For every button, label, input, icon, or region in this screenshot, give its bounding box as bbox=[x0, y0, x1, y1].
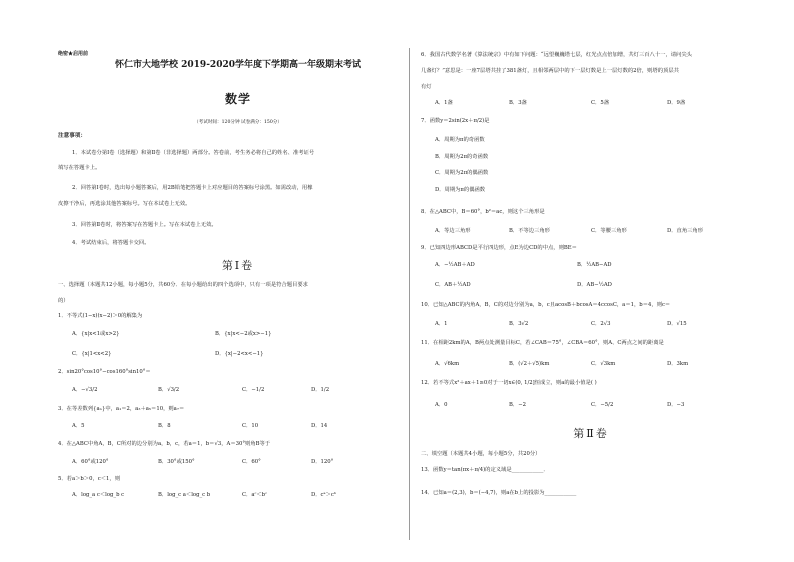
question-1: 1．不等式(1−x)(x−2)＞0的解集为 bbox=[58, 313, 143, 319]
exam-title: 怀仁市大地学校 2019-2020学年度下学期高一年级期末考试 bbox=[115, 60, 361, 70]
q8-option-a: A．等边三角形 bbox=[435, 228, 471, 234]
volume-2-heading: 第Ⅱ卷 bbox=[573, 427, 609, 440]
q11-option-b: B．(√2＋√5)km bbox=[509, 361, 550, 367]
q2-option-d: D．1/2 bbox=[311, 387, 330, 393]
q8-option-b: B．不等边三角形 bbox=[509, 228, 550, 234]
secret-mark: 绝密★启用前 bbox=[58, 51, 89, 57]
q2-option-a: A．−√3/2 bbox=[72, 387, 98, 393]
q1-option-a: A．{x|x<1或x>2} bbox=[72, 331, 120, 337]
q10-option-b: B．3√2 bbox=[509, 321, 529, 327]
question-4: 4．在△ABC中角A，B，C所对的边分别为a，b，c，若a＝1，b＝√3，A＝30°则角B等于 bbox=[58, 441, 271, 447]
note-line: 4．考试结束后，将答题卡交回。 bbox=[72, 240, 150, 246]
note-line: 3．回答第Ⅱ卷时，将答案写在答题卡上。写在本试卷上无效。 bbox=[72, 222, 217, 228]
q7-option-c: C．周期为2π的偶函数 bbox=[435, 170, 489, 176]
question-11: 11．在相距2km的A，B两点处测量目标C，若∠CAB＝75°，∠CBA＝60°，则A、C两点之间的距离是 bbox=[421, 340, 664, 346]
question-5: 5．若a＞b＞0，c＜1，则 bbox=[58, 476, 121, 482]
note-line: 填写在答题卡上。 bbox=[58, 165, 101, 171]
q10-option-d: D．√15 bbox=[667, 321, 687, 327]
question-13: 13．函数y＝tan(πx＋π/4)的定义域是____________． bbox=[421, 467, 549, 473]
q11-option-c: C．√3km bbox=[591, 361, 616, 367]
question-7: 7．函数y＝2sin(2x＋π/2)是 bbox=[421, 118, 490, 124]
question-3: 3．在等差数列{aₙ}中，a₁＝2，a₃＋a₅＝10，则a₇＝ bbox=[58, 406, 185, 412]
q4-option-a: A．60°或120° bbox=[72, 459, 109, 465]
question-2: 2．sin20°cos10°−cos160°sin10°＝ bbox=[58, 369, 151, 375]
q4-option-b: B．30°或150° bbox=[158, 459, 195, 465]
q12-option-c: C．−5/2 bbox=[591, 402, 614, 408]
q6-option-a: A．1盏 bbox=[435, 100, 453, 106]
q12-option-d: D．−3 bbox=[667, 402, 685, 408]
question-6-cont: 有灯 bbox=[421, 84, 432, 90]
q12-option-a: A．0 bbox=[435, 402, 448, 408]
q8-option-d: D．直角三角形 bbox=[667, 228, 704, 234]
question-8: 8．在△ABC中，B＝60°，b²＝ac，则这个三角形是 bbox=[421, 209, 545, 215]
note-line: 皮擦干净后，再选涂其他答案标号。写在本试卷上无效。 bbox=[58, 201, 191, 207]
q10-option-c: C．2√3 bbox=[591, 321, 611, 327]
q9-option-d: D．AB−½AD bbox=[577, 282, 612, 288]
q3-option-c: C．10 bbox=[242, 423, 259, 429]
q9-option-b: B．½AB−AD bbox=[577, 262, 612, 268]
q10-option-a: A．1 bbox=[435, 321, 448, 327]
q4-option-d: D．120° bbox=[311, 459, 334, 465]
q5-option-d: D．cᵃ＞cᵇ bbox=[311, 492, 336, 498]
question-6: 6．我国古代数学名著《算法统宗》中有如下问题：“远望巍巍塔七层，红光点点倍加增，共灯三百八十一，请问尖头 bbox=[421, 52, 692, 58]
q1-option-b: B．{x|x<−2或x>−1} bbox=[215, 331, 272, 337]
q6-option-d: D．9盏 bbox=[667, 100, 686, 106]
subject-title: 数学 bbox=[224, 92, 251, 106]
q11-option-a: A．√6km bbox=[435, 361, 460, 367]
q2-option-c: C．−1/2 bbox=[242, 387, 265, 393]
q12-option-b: B．−2 bbox=[509, 402, 526, 408]
question-14: 14．已知a＝(2,3)，b＝(−4,7)，则a在b上的投影为____________ bbox=[421, 490, 577, 496]
q6-option-b: B．3盏 bbox=[509, 100, 527, 106]
note-line: 2．回答第Ⅰ卷时，选出每小题答案后，用2B铅笔把答题卡上对应题目的答案标号涂黑。如需改动，用橡 bbox=[72, 185, 313, 191]
q11-option-d: D．3km bbox=[667, 361, 689, 367]
question-6-cont: 几盏灯？”意思是：一座7层塔共挂了381盏灯，且相邻两层中的下一层灯数是上一层灯数的2倍，则塔的顶层共 bbox=[421, 68, 679, 74]
question-12: 12．若不等式x²＋ax＋1≥0对于一切x∈(0, 1/2]恒成立，则a的最小值是( ) bbox=[421, 380, 597, 386]
notes-heading: 注意事项： bbox=[58, 133, 86, 139]
q4-option-c: C．60° bbox=[242, 459, 261, 465]
q6-option-c: C．5盏 bbox=[591, 100, 610, 106]
note-line: 1．本试卷分第Ⅰ卷（选择题）和第Ⅱ卷（非选择题）两部分。答卷前，考生务必将自己的姓名、准考证号 bbox=[72, 150, 315, 156]
q7-option-b: B．周期为2π的奇函数 bbox=[435, 154, 489, 160]
q5-option-c: C．aᶜ＜bᶜ bbox=[242, 492, 267, 498]
q2-option-b: B．√3/2 bbox=[158, 387, 180, 393]
q3-option-b: B．8 bbox=[158, 423, 171, 429]
q1-option-c: C．{x|1<x<2} bbox=[72, 351, 112, 357]
q3-option-a: A．5 bbox=[72, 423, 85, 429]
exam-meta: （考试时间：120分钟 试卷满分：150分） bbox=[194, 120, 282, 125]
section-2-heading: 二、填空题（本题共4小题，每小题5分，共20分） bbox=[421, 451, 541, 457]
section-1-heading: 一、选择题（本题共12小题，每小题5分，共60分．在每小题给出的四个选项中，只有一项是符合题目要求 bbox=[58, 282, 308, 288]
q1-option-d: D．{x|−2<x<−1} bbox=[215, 351, 264, 357]
q9-option-a: A．−½AB＋AD bbox=[435, 262, 475, 268]
section-1-heading-cont: 的） bbox=[58, 298, 69, 304]
question-10: 10．已知△ABC的内角A，B，C的对边分别为a，b，c且acosB＋bcosA＝4ccosC，a＝1，b＝4，则c＝ bbox=[421, 302, 671, 308]
q9-option-c: C．AB＋½AD bbox=[435, 282, 471, 288]
q3-option-d: D．14 bbox=[311, 423, 328, 429]
volume-1-heading: 第Ⅰ卷 bbox=[221, 259, 255, 272]
q7-option-a: A．周期为π的奇函数 bbox=[435, 137, 485, 143]
question-9: 9．已知四边形ABCD是平行四边形，点E为边CD的中点，则BE＝ bbox=[421, 245, 577, 251]
q5-option-a: A．log_a c＜log_b c bbox=[72, 492, 125, 498]
q7-option-d: D．周期为π的偶函数 bbox=[435, 187, 486, 193]
q8-option-c: C．等腰三角形 bbox=[591, 228, 627, 234]
q5-option-b: B．log_c a＜log_c b bbox=[158, 492, 211, 498]
